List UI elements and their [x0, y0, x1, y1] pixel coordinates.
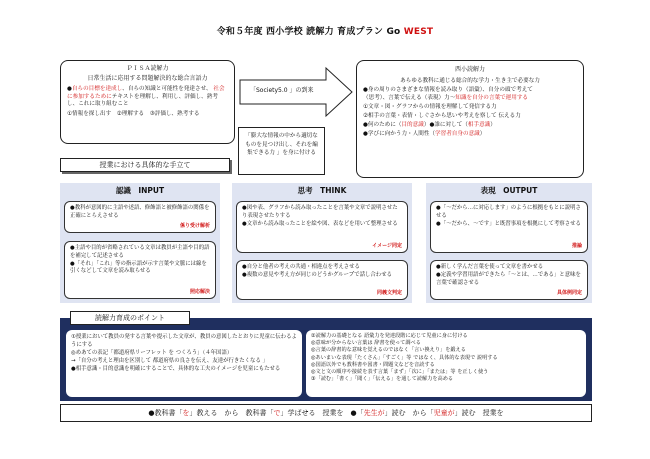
points-left-4: ●相手意識・目的意識を明確にすることで、具体的な工夫のイメージを児童にもたせる: [71, 366, 281, 373]
points-right-7: ③「読む」「書く」「聞く」「伝える」を通して読解力を高める: [311, 376, 454, 383]
input-tag-2: 照応解決: [189, 288, 210, 295]
points-right-6: ◎文と文の順序や接続を表す言葉「まず」「次に」「または」等 を正しく使う: [311, 368, 489, 375]
points-right-4: ◎あいまいな表現「たくさん」「すごく」等 ではなく、具体的な表現で 説明する: [311, 354, 498, 361]
output-box-1: ●「～だから…に対応します」のように根拠をもとに説明させる ●「～だから、～です」と既習事項を根拠にして考察させる 推論: [430, 201, 588, 253]
nishi-heading: 西小読解力: [454, 66, 485, 73]
output-heading: 表現 OUTPUT: [480, 186, 538, 195]
title-accent: WEST: [403, 27, 434, 37]
output-tag-1: 推論: [571, 242, 582, 249]
points-label: 読解力育成のポイント: [70, 311, 190, 325]
nishi-line-3: ①文章・図・グラフからの情報を理解して発信する力: [363, 104, 497, 111]
info-box: 「膨大な情報の中から適切なものを見つけ出し、それを編集できる力 」を身に付ける: [238, 127, 325, 175]
think-box-2: ●自分と他者の考えの共通・相違点を考えさせる ●複数の意見や考え方が同じのどうかグループで話し合わせる 同義文判定: [236, 260, 408, 300]
nishi-line-4: ②相手の言葉・表情・しぐさから思いや考えを察して 伝える力: [363, 113, 521, 120]
think-column: [232, 183, 412, 303]
nishi-line-6: ●学びに向かう力・人間性（学習者自身の意識）: [363, 131, 486, 138]
input-tag-1: 係り受け解析: [179, 222, 210, 229]
think-tag-1: イメージ同定: [372, 242, 402, 249]
output-column: [426, 183, 592, 303]
pisa-heading: ＰＩＳＡ読解力: [126, 65, 169, 72]
points-right-3: ◎言葉の辞書的な意味を覚えるのではなく「言い換えり」を鍛える: [311, 347, 466, 354]
think-heading: 思考 THINK: [297, 186, 347, 195]
steps-label: 授業における具体的な手立て: [60, 158, 230, 172]
points-left-2: ◎めあての表記「都道府県リーフレット を つくろう」（４年国語）: [71, 350, 233, 357]
nishi-line-2: （思考）、言葉で伝える（表現）力～知識を自分の言葉で運用する: [363, 95, 529, 102]
nishi-subheading: あらゆる教科に通じる総合的な学力・生き主で必要な力: [400, 77, 540, 84]
pisa-box: [60, 60, 235, 144]
page-title: 令和５年度 西小学校 読解力 育成プラン Go WEST: [216, 27, 434, 37]
points-right-5: ◎国語以外でも教科書や図書・問題文などを音読する: [311, 361, 435, 368]
pisa-line-1: ●自らの目標を達成し、自らの知識と可能性を発達させ、 社会に参加するためにテキストを理解し、利用し、評価し、熟考し、これに取り組むこと: [67, 86, 225, 108]
pisa-subheading: 日常生活に応用する問題解決的な総合言語力: [87, 75, 208, 83]
points-right: [306, 330, 586, 397]
input-box-2: ●主語や目的が省略されている文章は教員が主語や目的語を補完して記述させる ●「それ」「これ」等の指示語が示す言葉や文脈には線を引くなどして文章を読み取らせる 照応解決: [64, 241, 216, 299]
bottom-slogan: ●教科書「を」教える から 教科書「で」学ばせる 授業を ●「先生が」読む から「児童が」読む 授業を: [60, 404, 592, 422]
nishi-box: [356, 60, 584, 178]
nishi-line-5: ●何のために（目的意識）●誰に対して（相手意識）: [363, 122, 496, 129]
society-label: 「Society5.0 」の到来: [250, 87, 314, 94]
pisa-line-3: ①情報を探し出す ②理解する ③評価し、熟考する: [67, 110, 200, 117]
think-tag-2: 同義文判定: [376, 289, 402, 296]
points-left-3: →「自分の考えと理由を区別して 都道府県の良さを伝え、友達が行きたくなる 」: [71, 358, 268, 365]
output-tag-2: 具体例同定: [556, 289, 582, 296]
input-column: [60, 183, 220, 303]
output-box-2: ●新しく学んだ言葉を使って文章を書かせる ●定義や学習用語ができたら「～とは、…である」と意味を言葉で確認させる 具体例同定: [430, 260, 588, 300]
input-heading: 認識 INPUT: [115, 186, 165, 195]
input-box-1: ●教科が意図的に主語や述語、修飾語と被修飾語の関係を正確にとらえさせる 係り受け解析: [64, 201, 216, 233]
points-left: [66, 330, 302, 397]
think-box-1: ●図や表、グラフから読み取ったことを言葉や文章で説明させたり表現させたりする ●文章から読み取ったことを絵や図、表などを用いて整理させる イメージ同定: [236, 201, 408, 253]
nishi-line-1: ●身の周りのさまざまな情報を読み取り（語彙）、自分の頭で考えて: [363, 86, 533, 93]
points-right-2: ◎意味が分からない言葉は 辞書を使って調べる: [311, 340, 421, 347]
points-right-1: ②読解力の基礎となる 語彙力を発達段階に応じて児童に身に付ける: [311, 333, 468, 339]
points-left-1: ①授業において教員の発する言葉や提示した文章が、教員の意図したとおりに児童に伝わるようにする: [71, 334, 297, 349]
